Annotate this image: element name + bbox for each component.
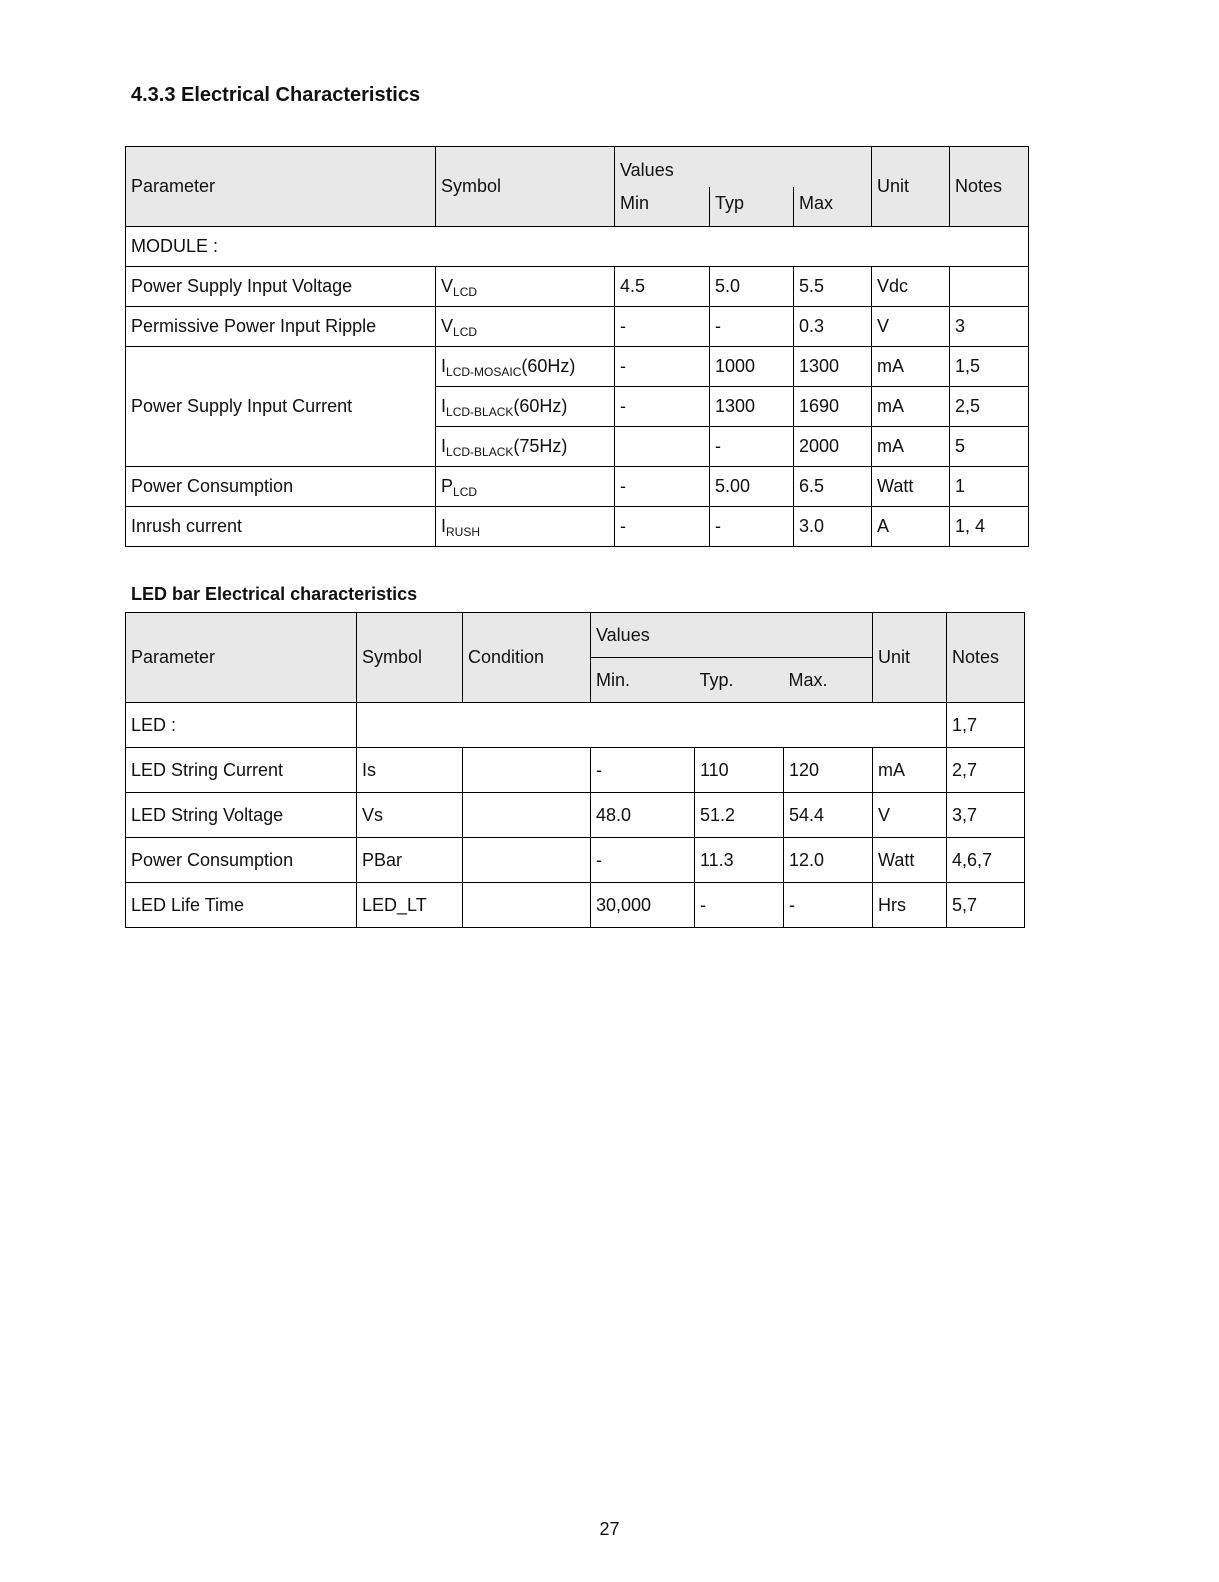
notes-cell xyxy=(950,267,1029,307)
symbol-subscript: RUSH xyxy=(446,525,481,539)
max-cell: 0.3 xyxy=(794,307,872,347)
symbol-main: V xyxy=(441,276,454,296)
table-row xyxy=(126,467,1029,507)
typ-cell: 1000 xyxy=(710,347,794,387)
unit-cell: mA xyxy=(872,387,950,427)
min-cell: - xyxy=(615,347,710,387)
header-unit: Unit xyxy=(872,147,950,227)
table-row xyxy=(126,883,1025,928)
parameter-cell: Power Consumption xyxy=(126,838,357,883)
max-cell: 6.5 xyxy=(794,467,872,507)
min-cell xyxy=(615,427,710,467)
symbol-cell: Vs xyxy=(357,793,463,838)
parameter-cell: Power Supply Input Current xyxy=(126,347,436,467)
unit-cell: mA xyxy=(872,347,950,387)
typ-cell: 5.00 xyxy=(710,467,794,507)
typ-cell: 1300 xyxy=(710,387,794,427)
symbol-cell xyxy=(436,427,615,467)
notes-cell: 1,5 xyxy=(950,347,1029,387)
symbol-subscript: LCD xyxy=(453,485,478,499)
typ-cell: 11.3 xyxy=(695,838,784,883)
min-cell: - xyxy=(615,387,710,427)
parameter-cell: LED String Voltage xyxy=(126,793,357,838)
notes-cell: 3 xyxy=(950,307,1029,347)
symbol-suffix: (60Hz) xyxy=(521,356,576,376)
unit-cell: Vdc xyxy=(872,267,950,307)
header-symbol: Symbol xyxy=(436,147,615,227)
min-cell: 48.0 xyxy=(591,793,695,838)
symbol-subscript: LCD-MOSAIC xyxy=(446,365,522,379)
max-cell: - xyxy=(784,883,873,928)
parameter-cell: Power Supply Input Voltage xyxy=(126,267,436,307)
unit-cell: A xyxy=(872,507,950,547)
section-label-module: MODULE : xyxy=(126,227,1029,267)
symbol-suffix: (60Hz) xyxy=(513,396,568,416)
table-row xyxy=(126,267,1029,307)
header-parameter: Parameter xyxy=(126,147,436,227)
symbol-cell xyxy=(436,507,615,547)
header-max: Max xyxy=(794,187,872,227)
typ-cell: - xyxy=(710,507,794,547)
typ-cell: 51.2 xyxy=(695,793,784,838)
header-values: Values xyxy=(591,613,873,658)
unit-cell: mA xyxy=(873,748,947,793)
symbol-subscript: LCD-BLACK xyxy=(446,445,514,459)
parameter-cell: LED String Current xyxy=(126,748,357,793)
typ-cell: - xyxy=(710,427,794,467)
symbol-cell: PBar xyxy=(357,838,463,883)
symbol-main: P xyxy=(441,476,454,496)
header-values: Values xyxy=(615,147,872,187)
symbol-cell xyxy=(436,467,615,507)
symbol-subscript: LCD xyxy=(453,325,478,339)
min-cell: - xyxy=(591,838,695,883)
typ-cell: - xyxy=(695,883,784,928)
min-cell: - xyxy=(615,507,710,547)
symbol-main: I xyxy=(441,356,447,376)
symbol-main: I xyxy=(441,436,447,456)
condition-cell xyxy=(463,748,591,793)
header-max: Max. xyxy=(784,658,873,703)
max-cell: 54.4 xyxy=(784,793,873,838)
header-typ: Typ. xyxy=(695,658,784,703)
notes-cell: 2,7 xyxy=(947,748,1025,793)
table-row xyxy=(126,307,1029,347)
header-parameter: Parameter xyxy=(126,613,357,703)
symbol-cell xyxy=(436,387,615,427)
symbol-cell: Is xyxy=(357,748,463,793)
section-label-led: LED : xyxy=(126,703,357,748)
symbol-subscript: LCD xyxy=(453,285,478,299)
table-row xyxy=(126,347,1029,387)
symbol-main: I xyxy=(441,516,447,536)
header-typ: Typ xyxy=(710,187,794,227)
electrical-characteristics-table xyxy=(125,146,1029,547)
max-cell: 2000 xyxy=(794,427,872,467)
typ-cell: 110 xyxy=(695,748,784,793)
section-heading: 4.3.3 Electrical Characteristics xyxy=(131,84,421,106)
symbol-cell: LED_LT xyxy=(357,883,463,928)
symbol-main: V xyxy=(441,316,454,336)
max-cell: 1690 xyxy=(794,387,872,427)
header-symbol: Symbol xyxy=(357,613,463,703)
symbol-cell xyxy=(436,267,615,307)
table-row xyxy=(126,793,1025,838)
condition-cell xyxy=(463,838,591,883)
min-cell: - xyxy=(615,467,710,507)
parameter-cell: LED Life Time xyxy=(126,883,357,928)
min-cell: 30,000 xyxy=(591,883,695,928)
parameter-cell: Inrush current xyxy=(126,507,436,547)
notes-cell: 4,6,7 xyxy=(947,838,1025,883)
header-notes: Notes xyxy=(950,147,1029,227)
max-cell: 5.5 xyxy=(794,267,872,307)
page-number: 27 xyxy=(599,1519,620,1539)
symbol-cell xyxy=(436,307,615,347)
unit-cell: mA xyxy=(872,427,950,467)
parameter-cell: Power Consumption xyxy=(126,467,436,507)
min-cell: 4.5 xyxy=(615,267,710,307)
header-min: Min xyxy=(615,187,710,227)
max-cell: 120 xyxy=(784,748,873,793)
typ-cell: 5.0 xyxy=(710,267,794,307)
symbol-cell xyxy=(436,347,615,387)
unit-cell: Watt xyxy=(873,838,947,883)
unit-cell: V xyxy=(872,307,950,347)
table-row xyxy=(126,838,1025,883)
table-row xyxy=(126,748,1025,793)
header-unit: Unit xyxy=(873,613,947,703)
min-cell: - xyxy=(615,307,710,347)
max-cell: 1300 xyxy=(794,347,872,387)
min-cell: - xyxy=(591,748,695,793)
header-condition: Condition xyxy=(463,613,591,703)
table-row xyxy=(126,507,1029,547)
led-bar-electrical-table xyxy=(125,612,1025,928)
notes-cell: 2,5 xyxy=(950,387,1029,427)
symbol-subscript: LCD-BLACK xyxy=(446,405,514,419)
max-cell: 3.0 xyxy=(794,507,872,547)
condition-cell xyxy=(463,883,591,928)
section-notes: 1,7 xyxy=(947,703,1025,748)
led-bar-heading: LED bar Electrical characteristics xyxy=(131,584,418,604)
unit-cell: V xyxy=(873,793,947,838)
header-notes: Notes xyxy=(947,613,1025,703)
notes-cell: 5,7 xyxy=(947,883,1025,928)
header-min: Min. xyxy=(591,658,695,703)
unit-cell: Hrs xyxy=(873,883,947,928)
max-cell: 12.0 xyxy=(784,838,873,883)
notes-cell: 3,7 xyxy=(947,793,1025,838)
parameter-cell: Permissive Power Input Ripple xyxy=(126,307,436,347)
symbol-suffix: (75Hz) xyxy=(513,436,568,456)
symbol-main: I xyxy=(441,396,447,416)
unit-cell: Watt xyxy=(872,467,950,507)
section-empty-cell xyxy=(357,703,947,748)
notes-cell: 1, 4 xyxy=(950,507,1029,547)
typ-cell: - xyxy=(710,307,794,347)
notes-cell: 1 xyxy=(950,467,1029,507)
notes-cell: 5 xyxy=(950,427,1029,467)
condition-cell xyxy=(463,793,591,838)
